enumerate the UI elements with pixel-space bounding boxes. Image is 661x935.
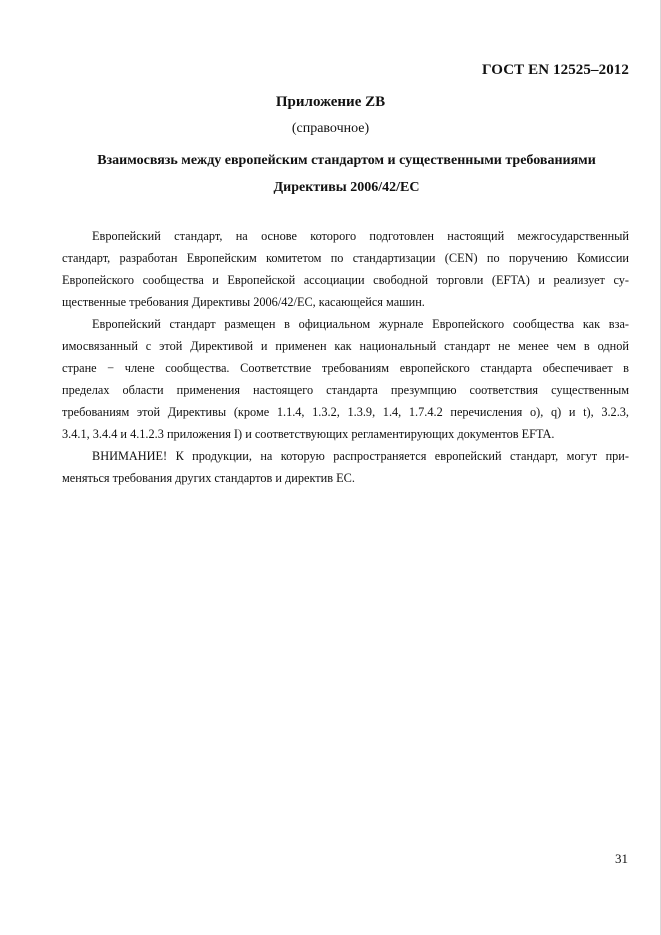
text-line: стране − члене сообщества. Соответствие требованиям европейского стандарта обеспечивает в bbox=[62, 361, 629, 375]
text-line: пределах области применения настоящего стандарта презумпцию соответствия существенным bbox=[62, 383, 629, 397]
text-line: Европейского сообщества и Европейской ассоциации свободной торговли (EFTA) и реализует су- bbox=[62, 273, 629, 287]
paragraph bbox=[62, 313, 629, 445]
paragraph bbox=[62, 445, 629, 489]
text-line: требованиям этой Директивы (кроме 1.1.4, 1.3.2, 1.3.9, 1.4, 1.7.4.2 перечисления о), q) и t), 3.2.3, bbox=[62, 405, 629, 419]
appendix-heading bbox=[40, 147, 653, 201]
text-line: стандарт, разработан Европейским комитетом по стандартизации (CEN) по поручению Комиссии bbox=[62, 251, 629, 265]
appendix-note: (справочное) bbox=[291, 121, 370, 136]
appendix-heading-line: Директивы 2006/42/ЕС bbox=[273, 180, 420, 195]
text-line: Европейский стандарт размещен в официальном журнале Европейского сообщества как вза- bbox=[92, 317, 629, 331]
text-line: щественные требования Директивы 2006/42/ЕС, касающейся машин. bbox=[62, 295, 425, 309]
text-line: ВНИМАНИЕ! К продукции, на которую распространяется европейский стандарт, могут при- bbox=[92, 449, 629, 463]
appendix-heading-line: Взаимосвязь между европейским стандартом и существенными требованиями bbox=[97, 153, 596, 168]
text-line: меняться требования других стандартов и директив ЕС. bbox=[62, 471, 355, 485]
page-number: 31 bbox=[615, 851, 628, 866]
text-line: имосвязанный с этой Директивой и применен как национальный стандарт не менее чем в одной bbox=[62, 339, 629, 353]
body-text bbox=[62, 225, 629, 489]
text-line: Европейский стандарт, на основе которого подготовлен настоящий межгосударственный bbox=[92, 229, 629, 243]
document-id: ГОСТ EN 12525–2012 bbox=[482, 62, 629, 78]
paragraph bbox=[62, 225, 629, 313]
appendix-title: Приложение ZB bbox=[275, 94, 386, 110]
text-line: 3.4.1, 3.4.4 и 4.1.2.3 приложения I) и соответствующих регламентирующих документов EFTA. bbox=[62, 427, 555, 441]
